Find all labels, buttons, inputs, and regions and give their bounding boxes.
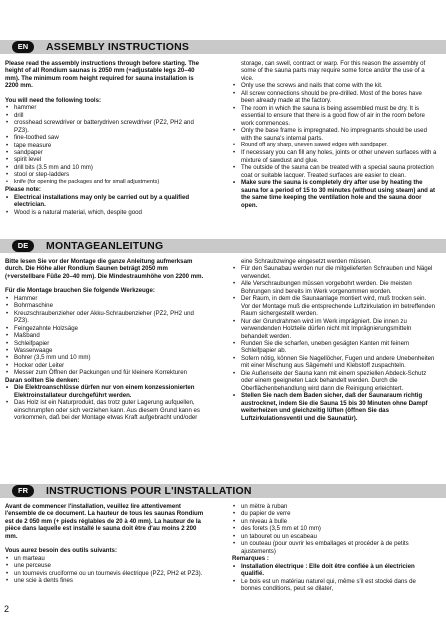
list-item: • Alle Verschraubungen müssen vorgebohrt werden. Die meisten Bohrungen sind bereits im Werk vorgenommen worden. [232,280,437,295]
list-item: • un couteau (pour ouvrir les emballages et procéder à de petits ajustements) [232,540,437,555]
list-item: • Das Holz ist ein Naturprodukt, das trotz guter Lagerung aufquellen, einschrumpfen oder sich verziehen kann. Aus diesem Grund kann es vorkommen, daß bei der Montage etwas Kraft aufgebracht und/oder [5,399,205,421]
list-item: • All screw connections should be pre-drilled. Most of the bores have been already made at the factory. [232,90,437,105]
de-tools-heading: Für die Montage brauchen Sie folgende Werkzeuge: [5,287,155,295]
list-item: • des forets (3,5 mm et 10 mm) [232,525,437,532]
list-item: • Installation électrique : Elle doit être confiée à un électricien qualifié. [232,563,437,578]
list-item: • un marteau [5,555,205,562]
list-item: • Bohrer (3,5 mm und 10 mm) [5,354,205,361]
list-item: • un tabouret ou un escabeau [232,533,437,540]
de-tools-list [5,295,205,377]
list-item: • une perceuse [5,562,205,569]
list-item: • Feingezahnte Holzsäge [5,325,205,332]
list-item: • The room in which the sauna is being assembled must be dry. It is essential to ensure that there is a good flow of air in the room before work commences. [232,105,437,127]
language-badge-fr: FR [12,485,34,497]
list-item: • Wood is a natural material, which, despite good [5,209,205,216]
en-continuation: storage, can swell, contract or warp. For this reason the assembly of some of the sauna parts may require some force and/or the use of a vice. [241,60,426,82]
en-left-column [5,60,205,216]
list-item: • Electrical installations may only be carried out by a qualified electrician. [5,194,205,209]
fr-tools-list-right [232,503,437,555]
list-item: • knife (for opening the packages and for small adjustments) [5,179,205,186]
en-right-column [232,60,437,209]
de-notes-right [232,265,437,422]
en-tools-list [5,104,205,186]
fr-tools-list-left [5,555,205,585]
list-item: • Round off any sharp, uneven sawed edges with sandpaper. [232,142,437,149]
list-item: • Maßband [5,332,205,339]
fr-notes-right [232,563,437,593]
list-item: • une scie à dents fines [5,577,205,584]
de-note-heading: Daran sollten Sie denken: [5,376,80,384]
en-tools-heading: You will need the following tools: [5,96,102,104]
list-item: • un tournevis cruciforme ou un tournevis électrique (PZ2, PH2 et PZ3). [5,570,205,577]
section-title-en: ASSEMBLY INSTRUCTIONS [46,41,190,53]
list-item: • Messer zum Öffnen der Packungen und für kleinere Korrekturen [5,369,205,376]
list-item: • Nur der Grundrahmen wird im Werk imprägniert. Die innen zu verwendenden Holzteile dürfen nicht mit Imprägnierungsmitteln behandelt werden. [232,318,437,340]
list-item: • Der Raum, in dem die Saunaanlage montiert wird, muß trocken sein. Vor der Montage muß die entsprechende Luftzirkulation im betreffenden Raum sichergestellt werden. [232,295,437,317]
list-item: • Wasserwaage [5,347,205,354]
en-notes-right [232,82,437,209]
list-item: • un mètre à ruban [232,503,437,510]
list-item: • stool or step-ladders [5,171,205,178]
list-item: • Only the base frame is impregnated. No impregnants should be used with the sauna's internal parts. [232,127,437,142]
en-intro: Please read the assembly instructions through before starting. The height of all Rondium saunas is 2050 mm (+adjustable legs 20–40 mm). The minimum room height required for sauna installation is 2200 mm. [5,60,200,90]
list-item: • Die Elektroanschlüsse dürfen nur von einem konzessionierten Elektroinstallateur durchgeführt werden. [5,384,205,399]
list-item: • Hammer [5,295,205,302]
en-note-heading: Please note: [5,186,41,194]
list-item: • Make sure the sauna is completely dry after use by heating the sauna for a period of 15 to 30 minutes (without using steam) and at the same time keeping the ventilation hole and the sauna door open. [232,179,437,209]
de-notes-left [5,384,205,421]
list-item: • hammer [5,104,205,111]
list-item: • Schleifpapier [5,340,205,347]
language-badge-de: DE [12,240,34,252]
list-item: • Kreuzschraubenzieher oder Akku-Schraubenzieher (PZ2, PH2 und PZ3). [5,310,205,325]
list-item: • spirit level [5,156,205,163]
fr-note-heading: Remarques : [232,555,269,563]
list-item: • Sofern nötig, können Sie Nagellöcher, Fugen und andere Unebenheiten mit einer Mischung aus Sägemehl und Klebstoff zuspachteln. [232,355,437,370]
list-item: • Stellen Sie nach dem Baden sicher, daß der Saunaraum richtig austrocknet, indem Sie die Sauna 15 bis 30 Minuten ohne Dampf weiterheizen und gleichzeitig lüften (öffnen Sie das Luftzirkulationsventil und die Saunatür). [232,392,437,422]
list-item: • Die Außenseite der Sauna kann mit einem speziellen Abdeck-Schutz oder einem geeigneten Lack behandelt werden. Durch die Oberflächenbehandlung wird dann die Reinigung erleichtert. [232,370,437,392]
list-item: • Le bois est un matériau naturel qui, même s'il est stocké dans de bonnes conditions, peut se dilater, [232,578,437,593]
list-item: • Runden Sie die scharfen, uneben gesägten Kanten mit feinem Schleifpapier ab. [232,340,437,355]
list-item: • sandpaper [5,149,205,156]
section-title-de: MONTAGEANLEITUNG [46,240,164,252]
list-item: • drill [5,112,205,119]
list-item: • Hocker oder Leiter [5,362,205,369]
list-item: • The outside of the sauna can be treated with a special sauna protection coat or suitable lacquer. Treated surfaces are easier to clean. [232,164,437,179]
list-item: • tape measure [5,142,205,149]
de-continuation: eine Schraubzwinge eingesetzt werden müssen. [241,258,372,265]
list-item: • Für den Saunabau werden nur die mitgelieferten Schrauben und Nägel verwendet. [232,265,437,280]
list-item: • Bohrmaschine [5,302,205,309]
fr-left-column [5,503,205,585]
fr-tools-heading: Vous aurez besoin des outils suivants: [5,547,117,555]
de-right-column [232,258,437,422]
list-item: • un niveau à bulle [232,518,437,525]
list-item: • crosshead screwdriver or batterydriven screwdriver (PZ2, PH2 and PZ3). [5,119,205,134]
fr-right-column [232,503,437,592]
page-number: 2 [4,604,10,614]
section-title-fr: INSTRUCTIONS POUR L'INSTALLATION [46,485,252,497]
de-intro: Bitte lesen Sie vor der Montage die ganze Anleitung aufmerksam durch. Die Höhe aller Rondium Saunen beträgt 2050 mm (+verstellbare Füße 20–40 mm). Die Mindestraumhöhe von 2200 mm. [5,258,204,280]
fr-intro: Avant de commencer l'installation, veuillez lire attentivement l'ensemble de ce document. La hauteur de tous les saunas Rondium est de 2 050 mm (+ pieds réglables de 20 à 40 mm). La hauteur de la pièce dans laquelle est installé le sauna doit être d'au moins 2 200 mm. [5,503,204,540]
list-item: • drill bits (3.5 mm and 10 mm) [5,164,205,171]
en-notes-left [5,194,205,216]
list-item: • If necessary you can fill any holes, joints or other uneven surfaces with a mixture of sawdust and glue. [232,149,437,164]
list-item: • Only use the screws and nails that come with the kit. [232,82,437,89]
language-badge-en: EN [12,41,34,53]
de-left-column [5,258,205,422]
list-item: • du papier de verre [232,510,437,517]
list-item: • fine-toothed saw [5,134,205,141]
